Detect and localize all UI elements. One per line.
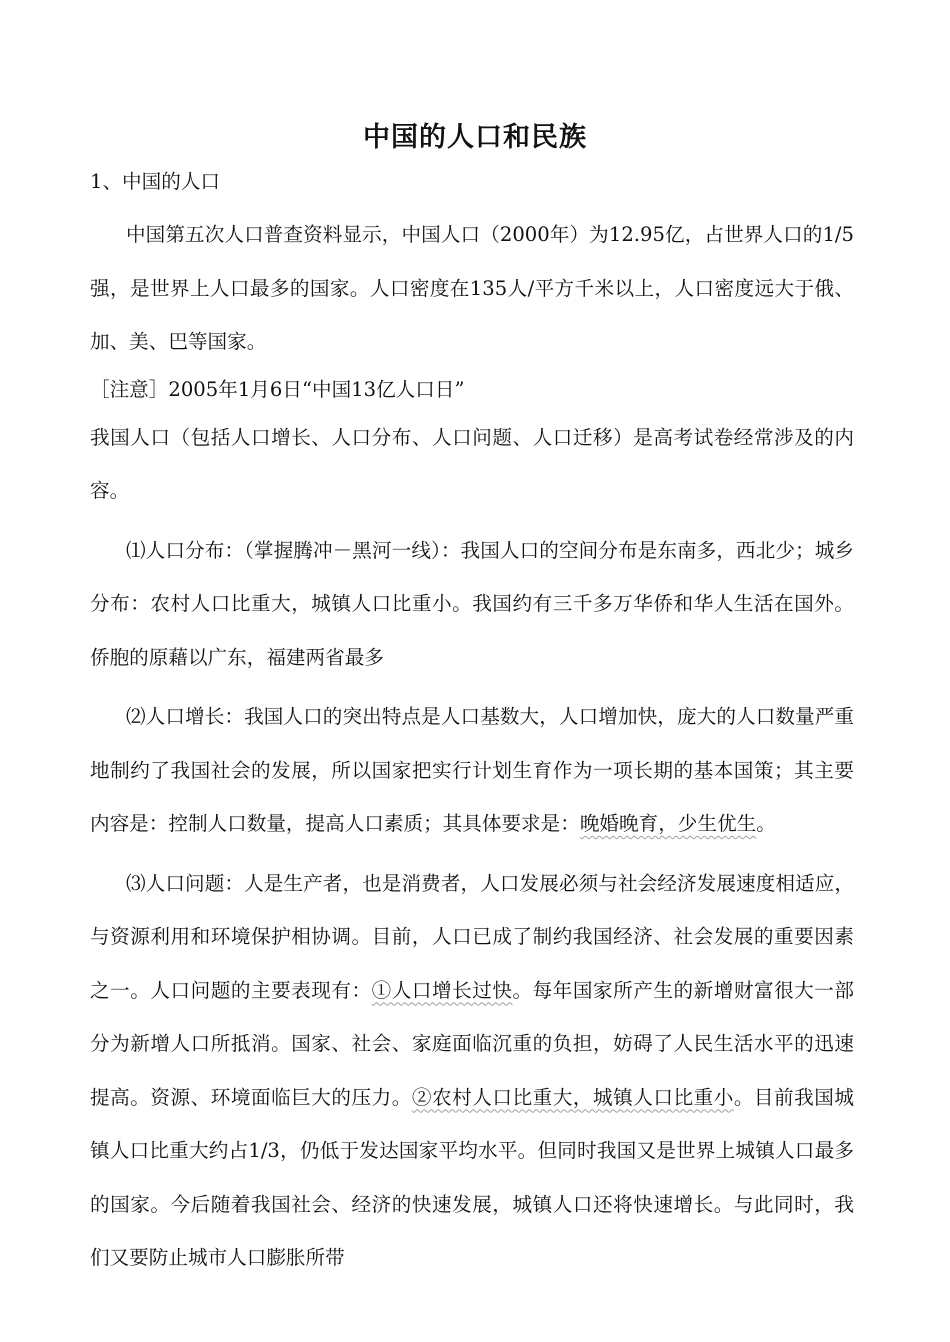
growth-text-c: 。 xyxy=(756,812,776,835)
document-body xyxy=(90,164,854,1285)
problems-text-a: ⑶人口问题：人是生产者，也是消费者，人口发展必须与社会经济发展速度相适应，与资源利用和环境保护相协调。目前，人口已成了制约我国经济、社会发展的重要因素之一。人口问题的主要表现有： xyxy=(90,871,854,1002)
problems-text-c: 。每年国家所产生的新增财富很大一部分为新增人口所抵消。国家、社会、家庭面临沉重的负担，妨碍了人民生活水平的迅速提高。资源、环境面临巨大的压力。 xyxy=(90,978,855,1109)
growth-text-a: ⑵人口增长：我国人口的突出特点是人口基数大，人口增加快，庞大的人口数量严重地制约了我国社会的发展，所以国家把实行计划生育作为一项长期的基本国策；其主要内容是：控制人口数量，提高人口素质；其具体要求是： xyxy=(90,705,854,835)
problems-highlight-2: ②农村人口比重大，城镇人口比重小 xyxy=(411,1085,734,1109)
paragraph-exam-topics: 我国人口（包括人口增长、人口分布、人口问题、人口迁移）是高考试卷经常涉及的内容。 xyxy=(90,425,854,502)
note-line: ［注意］2005年1月6日“中国13亿人口日” xyxy=(90,377,465,401)
growth-highlight: 晚婚晚育，少生优生 xyxy=(579,812,757,835)
problems-text-e: 。目前我国城镇人口比重大约占1/3，仍低于发达国家平均水平。但同时我国又是世界上城镇人口最多的国家。今后随着我国社会、经济的快速发展，城镇人口还将快速增长。与此同时，我们又要防止城市人口膨胀所带 xyxy=(90,1085,855,1269)
paragraph-distribution: ⑴人口分布：（掌握腾冲－黑河一线）：我国人口的空间分布是东南多，西北少；城乡分布：农村人口比重大，城镇人口比重小。我国约有三千多万华侨和华人生活在国外。侨胞的原藉以广东，福建两省最多 xyxy=(90,538,854,669)
paragraph-problems xyxy=(90,857,854,1285)
paragraph-growth xyxy=(90,690,854,851)
page-title: 中国的人口和民族 xyxy=(363,122,587,153)
section-heading: 1、中国的人口 xyxy=(90,170,221,193)
paragraph-census: 中国第五次人口普查资料显示，中国人口（2000年）为12.95亿，占世界人口的1/5强，是世界上人口最多的国家。人口密度在135人/平方千米以上，人口密度远大于俄、加、美、巴等国家。 xyxy=(90,223,854,353)
problems-highlight-1: ①人口增长过快 xyxy=(371,978,513,1002)
